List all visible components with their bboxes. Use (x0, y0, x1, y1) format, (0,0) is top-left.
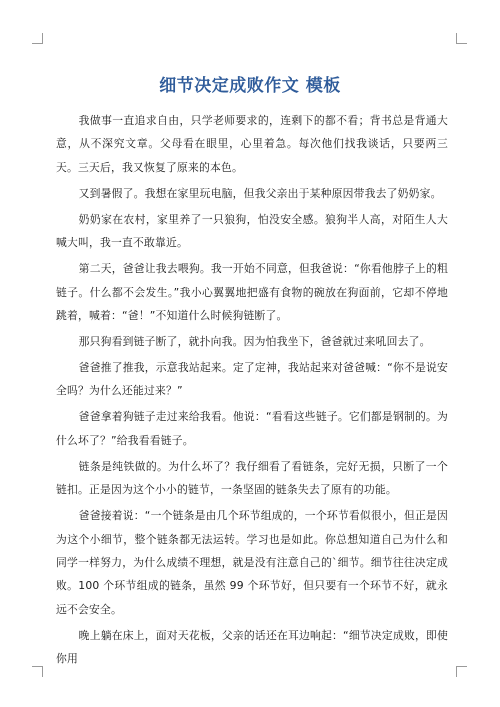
paragraph: 爸爸拿着狗链子走过来给我看。他说：“看看这些链子。它们都是钢制的。为什么坏了？”给我看看链子。 (56, 410, 448, 447)
crop-mark-bottom-right (456, 666, 467, 677)
document-body (56, 109, 448, 673)
crop-mark-bottom-left (32, 666, 43, 677)
crop-mark-top-left (32, 33, 43, 44)
paragraph: 爸爸推了推我，示意我站起来。定了定神，我站起来对爸爸喊：“你不是说安全吗？为什么还能过来？” (56, 361, 448, 398)
paragraph: 链条是纯铁做的。为什么坏了？我仔细看了看链条，完好无损，只断了一个链扣。正是因为这个小小的链节，一条坚固的链条失去了原有的功能。 (56, 459, 448, 497)
paragraph: 爸爸接着说：“一个链条是由几个环节组成的，一个环节看似很小，但正是因为这个小细节，整个链条都无法运转。学习也是如此。你总想知道自己为什么和同学一样努力，为什么成绩不理想，就是没有注意自己的`细节。细节往往决定成败。100 个环节组成的链条，虽然 99 个环节好，但只要有一个环节不好，就永远不会安全。 (56, 509, 448, 616)
crop-mark-top-right (456, 33, 467, 44)
paragraph: 又到暑假了。我想在家里玩电脑，但我父亲出于某种原因带我去了奶奶家。 (78, 186, 442, 200)
paragraph: 奶奶家在农村，家里养了一只狼狗，怕没安全感。狼狗半人高，对陌生人大喊大叫，我一直不敢靠近。 (56, 212, 448, 250)
paragraph: 那只狗看到链子断了，就扑向我。因为怕我坐下，爸爸就过来吼回去了。 (78, 335, 431, 349)
paragraph: 第二天，爸爸让我去喂狗。我一开始不同意，但我爸说：“你看他脖子上的粗链子。什么都不会发生。”我小心翼翼地把盛有食物的碗放在狗面前，它却不停地跳着，喊着：“爸！”不知道什么时候狗链断了。 (56, 262, 448, 323)
paragraph: 晚上躺在床上，面对天花板，父亲的话还在耳边响起：“细节决定成败，即使你用 (56, 628, 448, 666)
paragraph: 我做事一直追求自由，只学老师要求的，连剩下的都不看；背书总是背通大意，从不深究文章。父母看在眼里，心里着急。每次他们找我谈话，只要两三天。三天后，我又恢复了原来的本色。 (56, 114, 448, 174)
document-title: 细节决定成败作文 模板 (159, 76, 341, 97)
